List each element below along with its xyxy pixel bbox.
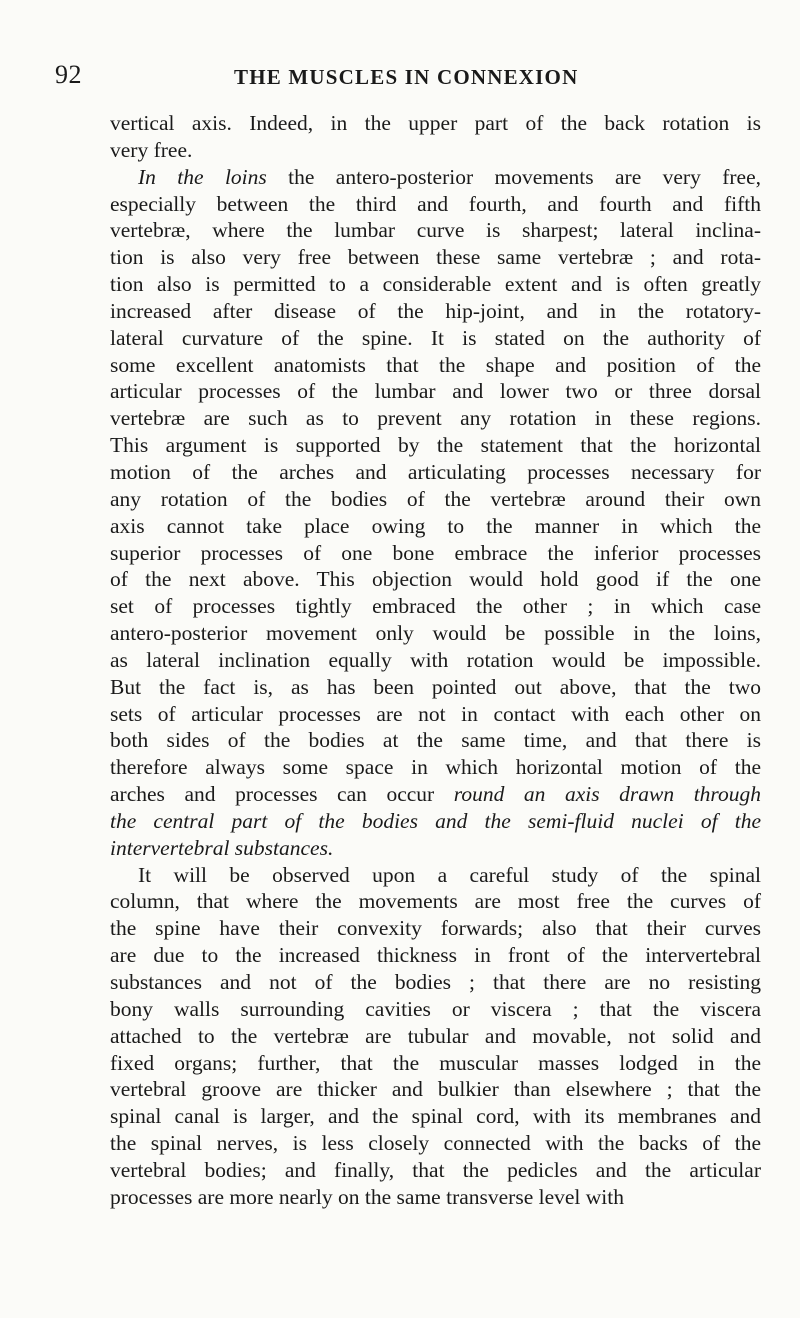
text-run: arches and processes can occur [110, 782, 454, 807]
text-run: vertebral groove are thicker and bulkier than elsewhere ; that the [110, 1077, 761, 1102]
text-run: superior processes of one bone embrace the inferior processes [110, 540, 761, 565]
italic-text: round an axis drawn through [453, 782, 761, 807]
text-run: tion also is permitted to a considerable extent and is often greatly [110, 272, 761, 297]
text-run: But the fact is, as has been pointed out above, that the two [110, 674, 761, 699]
text-run: any rotation of the bodies of the vertebræ around their own [110, 486, 761, 511]
text-run: attached to the vertebræ are tubular and movable, not solid and [110, 1023, 761, 1048]
text-line [110, 540, 761, 567]
text-run: It will be observed upon a careful study of the spinal [138, 862, 761, 887]
text-run: fixed organs; further, that the muscular masses lodged in the [110, 1050, 761, 1075]
text-line [110, 620, 761, 647]
italic-text: the central part of the bodies and the semi-fluid nuclei of the [110, 808, 761, 833]
text-line [110, 1130, 761, 1157]
text-line [110, 808, 761, 835]
text-line [110, 164, 761, 191]
text-line [110, 459, 761, 486]
text-line [110, 888, 761, 915]
running-head: THE MUSCLES IN CONNEXION [234, 65, 579, 89]
paragraph [110, 164, 761, 862]
text-line [110, 1157, 761, 1184]
text-line [110, 244, 761, 271]
paragraph [110, 110, 761, 164]
text-line [110, 1050, 761, 1077]
text-line [110, 996, 761, 1023]
text-run: bony walls surrounding cavities or viscera ; that the viscera [110, 996, 761, 1021]
text-run: especially between the third and fourth, and fourth and fifth [110, 191, 761, 216]
text-line [110, 486, 761, 513]
text-run: vertebræ, where the lumbar curve is sharpest; lateral inclina- [110, 218, 761, 243]
text-run: This argument is supported by the statement that the horizontal [110, 433, 761, 458]
text-line [110, 942, 761, 969]
page-number: 92 [55, 60, 82, 89]
text-run: vertical axis. Indeed, in the upper part of the back rotation is [110, 111, 761, 135]
text-line [110, 781, 761, 808]
text-run: spinal canal is larger, and the spinal cord, with its membranes and [110, 1104, 761, 1129]
text-line [110, 137, 761, 164]
text-run: of the next above. This objection would hold good if the one [110, 567, 761, 592]
italic-text: In the loins [138, 164, 267, 189]
text-run: the antero-posterior movements are very free, [266, 164, 761, 189]
text-line [110, 191, 761, 218]
text-line [110, 647, 761, 674]
text-run: sets of articular processes are not in contact with each other on [110, 701, 761, 726]
text-run: axis cannot take place owing to the manner in which the [110, 513, 761, 538]
text-line [110, 405, 761, 432]
text-line [110, 1184, 761, 1211]
text-line [110, 593, 761, 620]
text-run: both sides of the bodies at the same time, and that there is [110, 728, 761, 753]
text-line [110, 701, 761, 728]
text-line [110, 110, 761, 137]
italic-text: intervertebral substances. [110, 835, 334, 860]
text-line [110, 727, 761, 754]
text-run: the spinal nerves, is less closely connected with the backs of the [110, 1131, 761, 1156]
text-line [110, 298, 761, 325]
body-text [110, 110, 761, 1211]
text-line [110, 271, 761, 298]
text-run: as lateral inclination equally with rotation would be impossible. [110, 647, 761, 672]
text-line [110, 1076, 761, 1103]
text-run: substances and not of the bodies ; that there are no resisting [110, 970, 761, 994]
text-line [110, 1023, 761, 1050]
text-line [110, 674, 761, 701]
text-line [110, 325, 761, 352]
text-line [110, 217, 761, 244]
text-run: processes are more nearly on the same transverse level with [110, 1184, 625, 1209]
text-run: some excellent anatomists that the shape and position of the [110, 352, 761, 377]
text-run: vertebral bodies; and finally, that the pedicles and the articular [110, 1157, 761, 1182]
text-run: antero-posterior movement only would be possible in the loins, [110, 621, 761, 646]
paragraph [110, 862, 761, 1211]
text-run: are due to the increased thickness in front of the intervertebral [110, 943, 761, 968]
text-run: vertebræ are such as to prevent any rotation in these regions. [110, 406, 761, 431]
text-line [110, 432, 761, 459]
text-line [110, 566, 761, 593]
text-line [110, 754, 761, 781]
text-run: articular processes of the lumbar and lower two or three dorsal [110, 379, 761, 404]
text-run: therefore always some space in which horizontal motion of the [110, 755, 761, 780]
text-run: set of processes tightly embraced the other ; in which case [110, 594, 761, 619]
text-line [110, 513, 761, 540]
text-line [110, 862, 761, 889]
text-line [110, 969, 761, 996]
text-line [110, 1103, 761, 1130]
text-run: lateral curvature of the spine. It is stated on the authority of [110, 325, 761, 350]
text-run: increased after disease of the hip-joint, and in the rotatory- [110, 298, 761, 323]
page-header [0, 60, 800, 90]
text-run: tion is also very free between these same vertebræ ; and rota- [110, 245, 761, 270]
text-run: motion of the arches and articulating processes necessary for [110, 459, 761, 484]
text-run: column, that where the movements are most free the curves of [110, 889, 761, 914]
text-run: very free. [110, 137, 193, 162]
text-run: the spine have their convexity forwards; also that their curves [110, 916, 761, 941]
text-line [110, 352, 761, 379]
text-line [110, 835, 761, 862]
text-line [110, 378, 761, 405]
text-line [110, 915, 761, 942]
